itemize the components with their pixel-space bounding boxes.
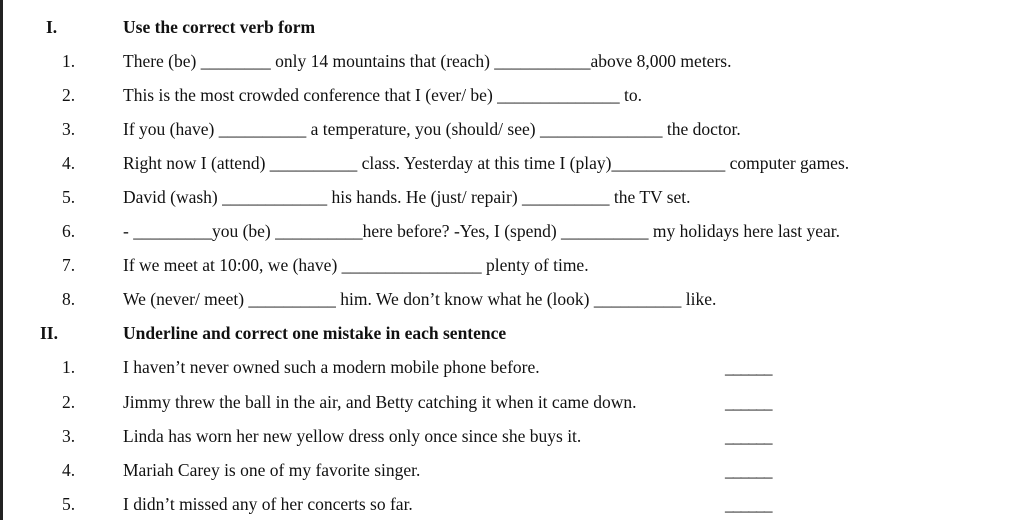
exercise-item-2-1	[0, 350, 1024, 384]
exercise-item-1-7	[0, 248, 1024, 282]
exercise-item-2-5	[0, 487, 1024, 521]
answer-blank: ______	[725, 460, 772, 480]
section-1-title: Use the correct verb form	[123, 17, 316, 37]
item-text: Right now I (attend) __________ class. Yesterday at this time I (play)_____________ computer games.	[123, 153, 850, 173]
item-number: 4.	[62, 153, 76, 173]
item-text: Linda has worn her new yellow dress only once since she buys it.	[123, 426, 582, 446]
section-2-roman: II.	[40, 323, 58, 343]
section-2-header	[0, 316, 1024, 350]
item-number: 5.	[62, 494, 76, 514]
exercise-item-1-3	[0, 112, 1024, 146]
item-number: 7.	[62, 255, 76, 275]
exercise-item-1-5	[0, 180, 1024, 214]
item-text: Jimmy threw the ball in the air, and Betty catching it when it came down.	[123, 392, 637, 412]
item-number: 2.	[62, 85, 76, 105]
answer-blank: ______	[725, 392, 772, 412]
section-1-header	[0, 10, 1024, 44]
item-text: If we meet at 10:00, we (have) ________________ plenty of time.	[123, 255, 589, 275]
item-text: I didn’t missed any of her concerts so far.	[123, 494, 413, 514]
item-text: - _________you (be) __________here before? -Yes, I (spend) __________ my holidays here last year.	[123, 221, 841, 241]
exercise-item-1-6	[0, 214, 1024, 248]
exercise-item-2-2	[0, 385, 1024, 419]
item-number: 1.	[62, 357, 76, 377]
item-number: 3.	[62, 426, 76, 446]
item-text: This is the most crowded conference that I (ever/ be) ______________ to.	[123, 85, 643, 105]
item-text: If you (have) __________ a temperature, you (should/ see) ______________ the doctor.	[123, 119, 741, 139]
item-number: 5.	[62, 187, 76, 207]
item-number: 4.	[62, 460, 76, 480]
item-number: 3.	[62, 119, 76, 139]
item-text: We (never/ meet) __________ him. We don’t know what he (look) __________ like.	[123, 289, 717, 309]
exercise-item-2-4	[0, 453, 1024, 487]
item-number: 1.	[62, 51, 76, 71]
answer-blank: ______	[725, 494, 772, 514]
item-text: I haven’t never owned such a modern mobile phone before.	[123, 357, 540, 377]
section-2-title: Underline and correct one mistake in each sentence	[123, 323, 507, 343]
item-number: 2.	[62, 392, 76, 412]
exercise-item-1-1	[0, 44, 1024, 78]
answer-blank: ______	[725, 426, 772, 446]
exercise-item-2-3	[0, 419, 1024, 453]
item-number: 8.	[62, 289, 76, 309]
section-1-roman: I.	[46, 17, 58, 37]
exercise-item-1-4	[0, 146, 1024, 180]
exercise-item-1-8	[0, 282, 1024, 316]
item-number: 6.	[62, 221, 76, 241]
item-text: David (wash) ____________ his hands. He (just/ repair) __________ the TV set.	[123, 187, 691, 207]
exercise-item-1-2	[0, 78, 1024, 112]
item-text: Mariah Carey is one of my favorite singer.	[123, 460, 421, 480]
item-text: There (be) ________ only 14 mountains that (reach) ___________above 8,000 meters.	[123, 51, 732, 71]
answer-blank: ______	[725, 357, 772, 377]
